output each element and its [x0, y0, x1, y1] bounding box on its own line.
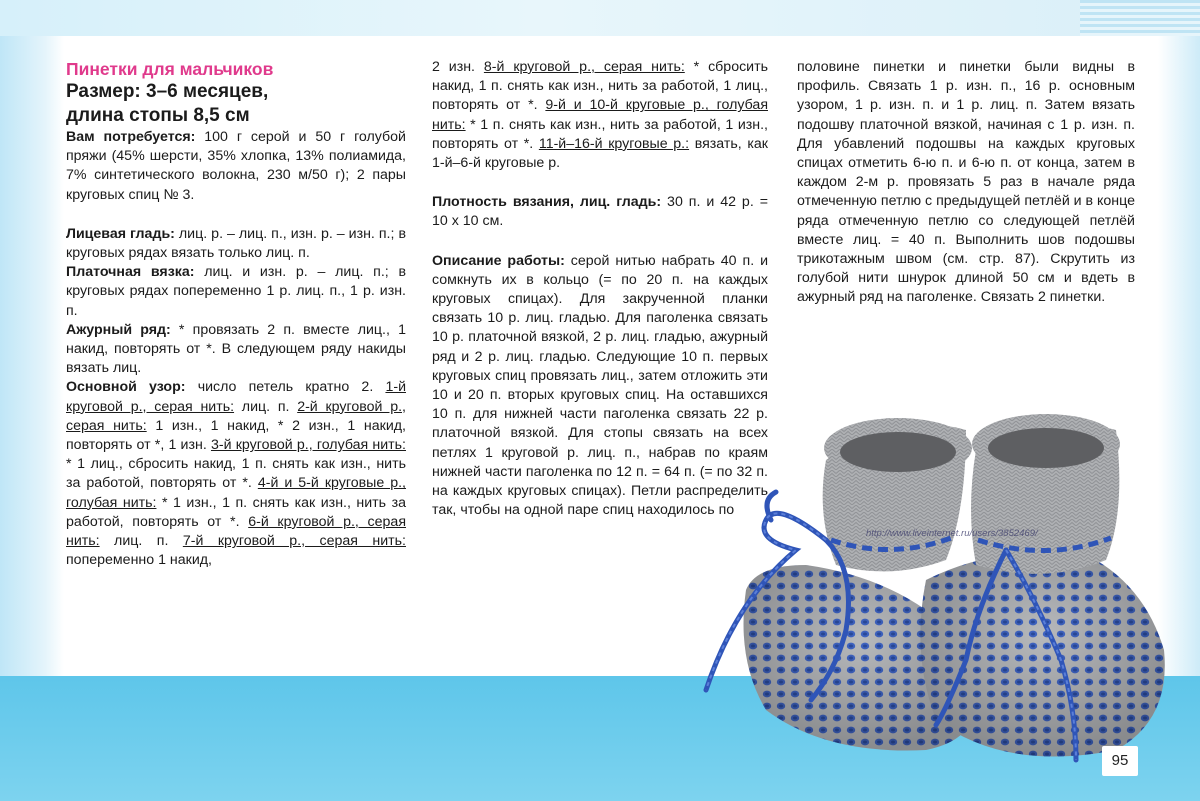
article-subtitle	[66, 80, 406, 128]
gauge-label: Плотность вязания, лиц. гладь:	[432, 194, 662, 211]
gauge-paragraph	[432, 193, 768, 231]
row-2-label: 2-й круговой р., серая нить:	[66, 398, 406, 434]
pattern-cont-text-3: * 1 п. снять как изн., нить за работой, 1 изн., повторять от *.	[432, 116, 768, 152]
pattern-continued-paragraph	[432, 58, 768, 173]
pattern-text-5: * 1 изн., 1 п. снять как изн., нить за работой, повторять от *.	[66, 494, 406, 530]
row-3-label: 3-й круговой р., голубая нить:	[210, 437, 406, 454]
gauge-text: 30 п. и 42 р. = 10 х 10 см.	[432, 194, 768, 230]
garter-label: Платочная вязка:	[66, 264, 195, 281]
pattern-text-7: попеременно 1 накид,	[66, 552, 212, 569]
pattern-text-2: лиц. п.	[234, 398, 298, 415]
row-11-16-label: 11-й–16-й круговые р.:	[538, 135, 690, 152]
garter-text: лиц. и изн. р. – лиц. п.; в круговых рядах попеременно 1 р. лиц. п., 1 р. изн. п.	[66, 264, 406, 319]
garter-paragraph	[66, 263, 406, 321]
top-band	[0, 0, 1200, 36]
top-stripes-decoration	[1080, 0, 1200, 36]
pattern-text-1: число петель кратно 2.	[185, 379, 386, 396]
row-7-label: 7-й круговой р., серая нить:	[182, 533, 406, 550]
column-3	[797, 58, 1135, 308]
openwork-text: * провязать 2 п. вместе лиц., 1 накид, повторять от *. В следующем ряду накиды вязать лиц.	[66, 321, 406, 377]
row-1-label: 1-й круговой р., серая нить:	[66, 379, 406, 415]
page-number: 95	[1102, 746, 1138, 776]
row-9-10-label: 9-й и 10-й круговые р., голубая нить:	[432, 97, 768, 133]
pattern-paragraph	[66, 378, 406, 570]
pattern-cont-text-1: 2 изн.	[432, 59, 484, 75]
work-label: Описание работы:	[432, 252, 565, 269]
stockinette-label: Лицевая гладь:	[66, 225, 175, 242]
size-line-1: Размер: 3–6 месяцев,	[66, 81, 269, 102]
row-8-label: 8-й круговой р., серая нить:	[483, 59, 685, 75]
article-title: Пинетки для мальчиков	[66, 59, 274, 79]
left-gradient-decoration	[0, 36, 64, 676]
column-1	[66, 58, 406, 570]
pattern-text-6: лиц. п.	[99, 533, 183, 550]
pattern-text-3: 1 изн., 1 накид, * 2 изн., 1 накид, повторять от *, 1 изн.	[66, 417, 406, 454]
watermark-url: http://www.liveinternet.ru/users/3852469/	[866, 528, 1038, 539]
pattern-cont-text-2: * сбросить накид, 1 п. снять как изн., нить за работой, 1 лиц., повторять от *.	[432, 59, 768, 114]
work-continued-paragraph: половине пинетки и пинетки были видны в профиль. Связать 1 р. изн. п., 16 р. основным узором, 1 р. изн. п. и 1 р. лиц. п. Затем вязать подошву платочной вязкой, начиная с 1 р. изн. п. Для убавлений подошвы на каждых круговых спицах отметить 6-ю п. и 6-ю п. от конца, затем в каждом 2-м р. провязать 5 раз в начале ряда отмеченную петлю с предыдущей петлёй и в конце ряда отмеченную петлю со следующей петлёй вместе лиц. = 40 п. Выполнить шов подошвы трикотажным швом (см. стр. 87). Скрутить из голубой нити шнурок длиной 50 см и вдеть в ажурный ряд на паголенке. Связать 2 пинетки.	[797, 59, 1135, 306]
size-line-2: длина стопы 8,5 см	[66, 105, 250, 126]
work-text: серой нитью набрать 40 п. и сомкнуть их в кольцо (= по 20 п. на каждых круговых спицах). Для закрученной планки связать 10 р. лиц. гладью. Для паголенка связать 10 р. платочной вязкой, 2 р. лиц. гладью, ажурный ряд и 2 р. лиц. гладью. Следующие 10 п. первых круговых спиц провязать лиц., затем отложить эти 10 и 20 п. вторых круговых спиц. На оставшихся 10 п. для нижней части паголенка связать 22 р. платочной вязкой. Для стопы связать на всех петлях 1 круговой р. лиц. п., набрав по краям нижней части паголенка по 12 п. = 64 п. (= по 32 п. на каждых круговых спицах). Петли распределить так, чтобы на одной паре спиц находилось по	[432, 252, 768, 519]
pattern-cont-text-4: вязать, как 1-й–6-й круговые р.	[432, 135, 768, 172]
knitted-baby-booties-photo	[676, 400, 1176, 778]
row-6-label: 6-й круговой р., серая нить:	[66, 513, 406, 550]
materials-label: Вам потребуется:	[66, 129, 196, 145]
openwork-paragraph	[66, 321, 406, 379]
row-4-5-label: 4-й и 5-й круговые р., голубая нить:	[66, 475, 406, 511]
stockinette-paragraph	[66, 225, 406, 263]
openwork-label: Ажурный ряд:	[66, 321, 171, 338]
materials-paragraph	[66, 128, 406, 205]
pattern-text-4: * 1 лиц., сбросить накид, 1 п. снять как изн., нить за работой, повторять от *.	[66, 456, 406, 492]
stockinette-text: лиц. р. – лиц. п., изн. р. – изн. п.; в круговых рядах вязать только лиц. п.	[66, 225, 406, 262]
pattern-label: Основной узор:	[66, 379, 186, 396]
materials-text: 100 г серой и 50 г голубой пряжи (45% шерсти, 35% хлопка, 13% полиамида, 7% синтетического волокна, 230 м/50 г); 2 пары круговых спиц № 3.	[66, 129, 406, 203]
